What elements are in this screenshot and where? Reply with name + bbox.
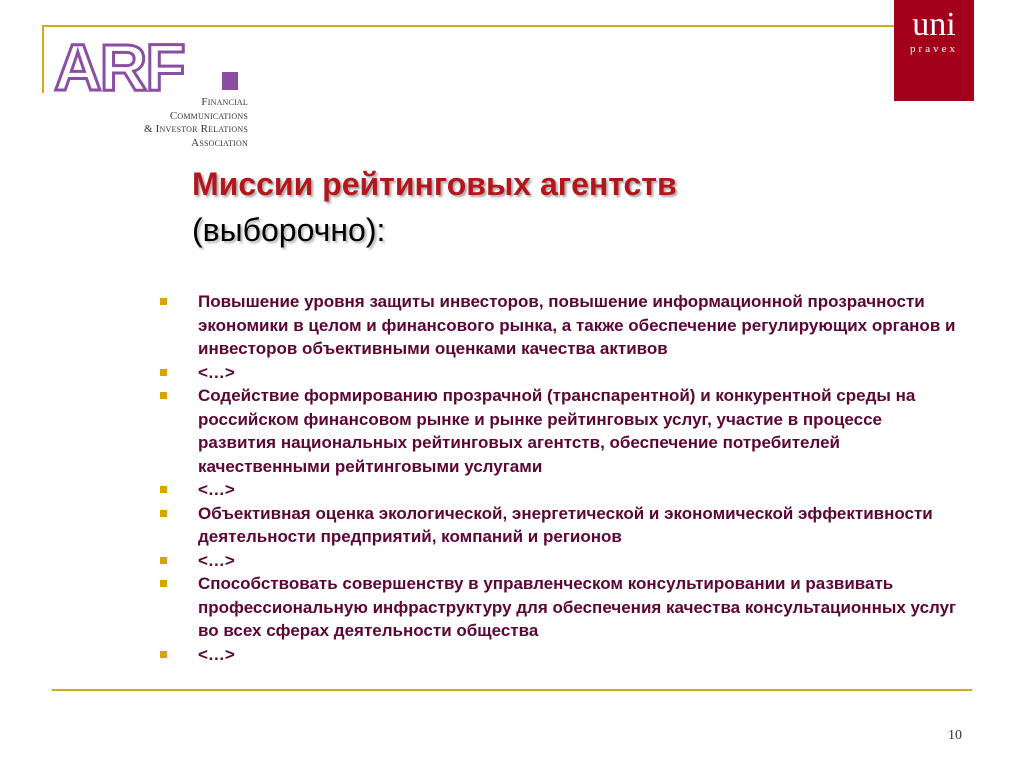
bullet-item: [160, 384, 960, 478]
bullet-text: Содействие формированию прозрачной (транспарентной) и конкурентной среды на российском финансовом рынке и рынке рейтинговых услуг, участие в процессе развития национальных рейтинговых агентств, обеспечение потребителей качественными рейтинговыми услугами: [198, 386, 916, 476]
bullet-text: <…>: [198, 480, 235, 499]
bullet-list: [160, 290, 960, 666]
bullet-text: <…>: [198, 644, 235, 664]
logo-wordmark: ARF: [54, 36, 184, 96]
bullet-item: [160, 643, 960, 667]
bullet-text: Повышение уровня защиты инвесторов, повышение информационной прозрачности экономики в целом и финансового рынка, а также обеспечение регулирующих органов и инвесторов объективными оценками качества активов: [198, 292, 956, 358]
bullet-marker: [160, 651, 167, 658]
page-number: 10: [948, 728, 962, 743]
logo-line: Financial: [201, 96, 248, 108]
bullet-marker: [160, 557, 167, 564]
logo-line: Association: [191, 136, 248, 149]
logo-square: [222, 72, 238, 90]
bullet-item: [160, 502, 960, 549]
bullet-item: [160, 549, 960, 573]
bullet-text: <…>: [198, 550, 235, 570]
bullet-item: [160, 361, 960, 385]
left-rule: [42, 25, 44, 93]
bullet-marker: [160, 298, 167, 305]
logo-caption: [112, 96, 248, 150]
bullet-marker: [160, 486, 167, 493]
bottom-rule: [52, 689, 972, 691]
arfi-logo-mark: [52, 36, 242, 96]
bullet-marker: [160, 580, 167, 587]
bullet-text: Способствовать совершенству в управленческом консультировании и развивать профессиональную инфраструктуру для обеспечения качества консультационных услуг во всех сферах деятельности общества: [198, 574, 957, 640]
bullet-marker: [160, 510, 167, 517]
arfi-logo: [52, 36, 248, 154]
slide-subtitle: (выборочно):: [192, 212, 386, 248]
logo-line: & Investor Relations: [143, 123, 248, 135]
brand-badge: [894, 0, 974, 101]
bullet-marker: [160, 369, 167, 376]
bullet-item: [160, 290, 960, 361]
bullet-text: <…>: [198, 362, 235, 382]
slide-title: Миссии рейтинговых агентств: [192, 166, 677, 202]
brand-subname: pravex: [910, 43, 958, 55]
brand-name: uni: [912, 6, 956, 43]
bullet-text: Объективная оценка экологической, энергетической и экономической эффективности деятельности предприятий, компаний и регионов: [198, 503, 933, 546]
bullet-item: [160, 478, 960, 502]
bullet-item: [160, 572, 960, 643]
bullet-marker: [160, 392, 167, 399]
logo-line: Communications: [169, 109, 248, 122]
top-rule: [42, 25, 894, 27]
